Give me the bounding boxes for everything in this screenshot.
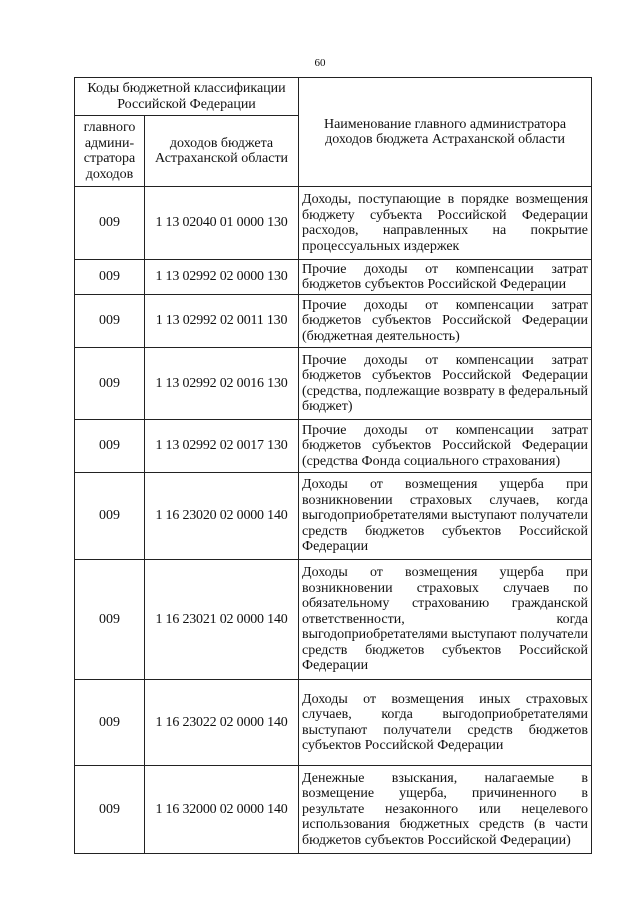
admin-code-cell: 009 [75, 766, 145, 854]
income-name-cell: Доходы от возмещения иных страховых случаев, когда выгодоприобретателями выступают получатели средств бюджетов субъектов Российской Федерации [299, 680, 592, 766]
admin-code-cell: 009 [75, 260, 145, 295]
table-row [75, 295, 592, 348]
income-name-cell: Доходы от возмещения ущерба при возникновении страховых случаев, когда выгодоприобретателями выступают получатели средств бюджетов субъектов Российской Федерации [299, 473, 592, 560]
income-code-cell: 1 13 02992 02 0011 130 [145, 295, 299, 348]
income-code-cell: 1 13 02992 02 0016 130 [145, 348, 299, 420]
admin-code-cell: 009 [75, 187, 145, 260]
income-code-cell: 1 13 02992 02 0017 130 [145, 420, 299, 473]
income-code-cell: 1 16 32000 02 0000 140 [145, 766, 299, 854]
income-code-cell: 1 16 23020 02 0000 140 [145, 473, 299, 560]
income-name-cell: Прочие доходы от компенсации затрат бюджетов субъектов Российской Федерации (средства, подлежащие возврату в федеральный бюджет) [299, 348, 592, 420]
admin-code-cell: 009 [75, 295, 145, 348]
income-name-cell: Прочие доходы от компенсации затрат бюджетов субъектов Российской Федерации (бюджетная деятельность) [299, 295, 592, 348]
admin-code-cell: 009 [75, 680, 145, 766]
header-group-title: Коды бюджетной классификации Российской Федерации [75, 78, 299, 116]
admin-code-cell: 009 [75, 420, 145, 473]
income-code-cell: 1 13 02992 02 0000 130 [145, 260, 299, 295]
income-code-cell: 1 13 02040 01 0000 130 [145, 187, 299, 260]
income-name-cell: Прочие доходы от компенсации затрат бюджетов субъектов Российской Федерации [299, 260, 592, 295]
page-number: 60 [314, 57, 326, 69]
budget-classification-table [74, 77, 592, 854]
income-code-cell: 1 16 23022 02 0000 140 [145, 680, 299, 766]
admin-code-cell: 009 [75, 560, 145, 680]
table-row [75, 420, 592, 473]
table-row [75, 680, 592, 766]
admin-code-cell: 009 [75, 348, 145, 420]
income-name-cell: Доходы от возмещения ущерба при возникновении страховых случаев по обязательному страхованию гражданской ответственности, когда выгодоприобретателями выступают получатели средств бюджетов субъектов Российской Федерации [299, 560, 592, 680]
table-row [75, 260, 592, 295]
admin-code-cell: 009 [75, 473, 145, 560]
table-row [75, 766, 592, 854]
income-code-cell: 1 16 23021 02 0000 140 [145, 560, 299, 680]
table-row [75, 560, 592, 680]
header-admin-name: Наименование главного администратора доходов бюджета Астраханской области [299, 78, 592, 187]
table-row [75, 187, 592, 260]
header-income-code: доходов бюджета Астраханской области [145, 116, 299, 187]
table-row [75, 473, 592, 560]
header-admin-code: главного админи-стратора доходов [75, 116, 145, 187]
income-name-cell: Денежные взыскания, налагаемые в возмещение ущерба, причиненного в результате незаконного или нецелевого использования бюджетных средств (в части бюджетов субъектов Российской Федерации) [299, 766, 592, 854]
income-name-cell: Доходы, поступающие в порядке возмещения бюджету субъекта Российской Федерации расходов, направленных на покрытие процессуальных издержек [299, 187, 592, 260]
table-row [75, 348, 592, 420]
income-name-cell: Прочие доходы от компенсации затрат бюджетов субъектов Российской Федерации (средства Фонда социального страхования) [299, 420, 592, 473]
